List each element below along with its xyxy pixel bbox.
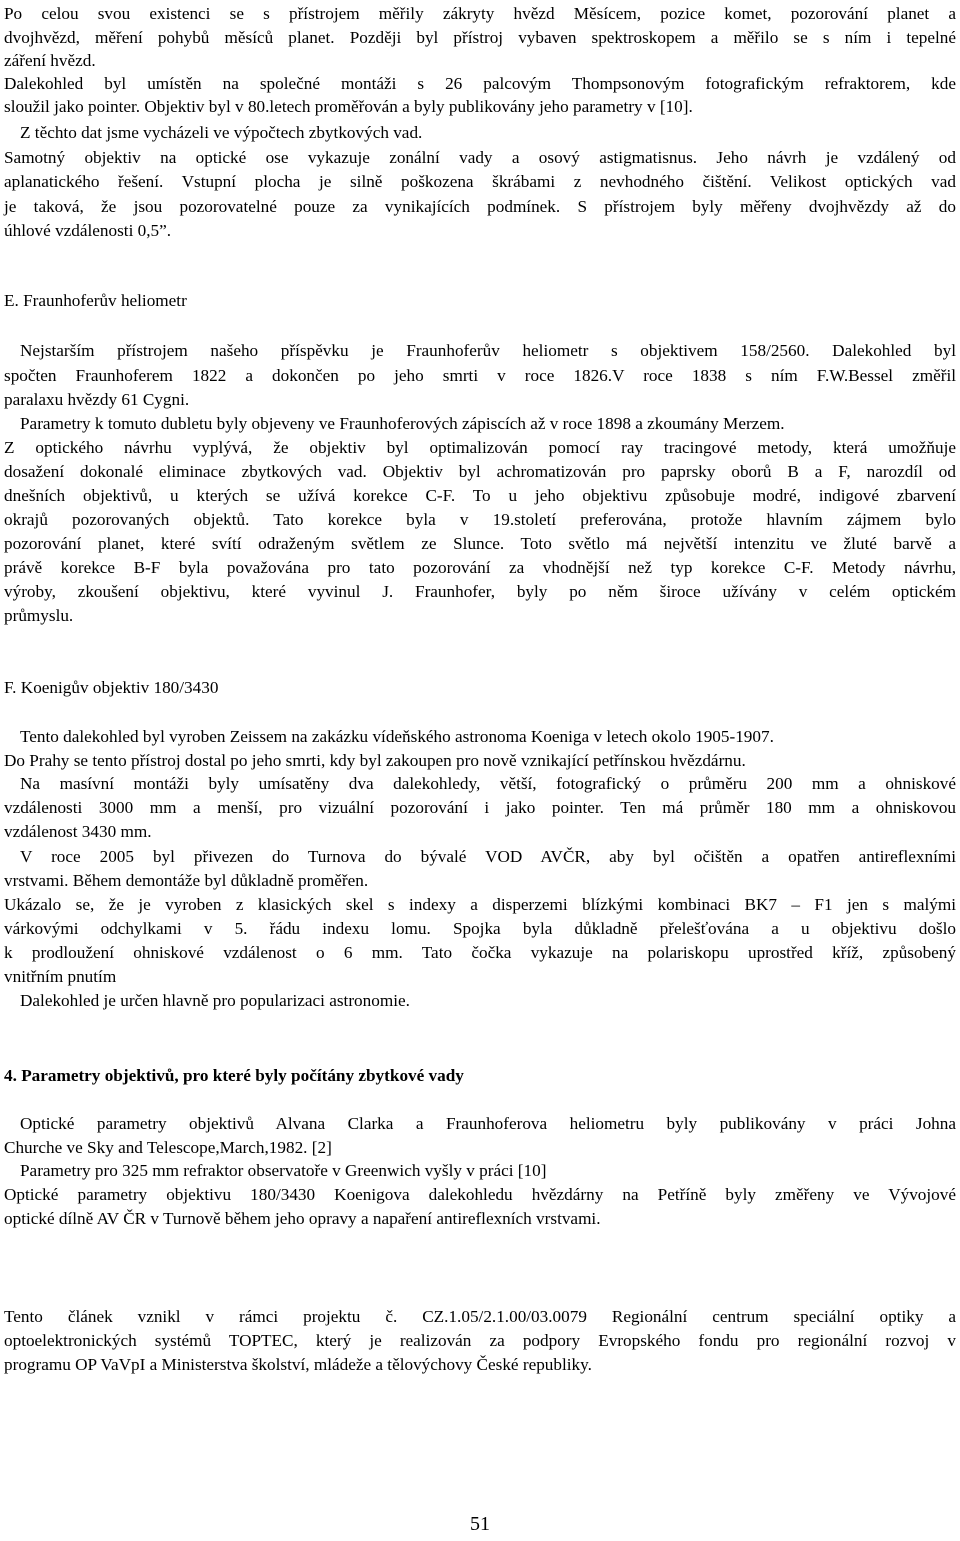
text-line: várkovými odchylkami v 5. řádu indexu lomu. Spojka byla důkladně přelešťována a u objektivu došlo: [4, 919, 956, 938]
text-line: je taková, že jsou pozorovatelné pouze za vynikajících podmínek. S přístrojem byly měřeny dvojhvězdy až do: [4, 197, 956, 216]
text-line: okrajů pozorovaných objektů. Tato korekce byla v 19.století preferována, protože hlavním zájmem bylo: [4, 510, 956, 529]
text-line: paralaxu hvězdy 61 Cygni.: [4, 390, 190, 409]
text-line: Churche ve Sky and Telescope,March,1982. [2]: [4, 1138, 332, 1157]
text-line: vnitřním pnutím: [4, 967, 117, 986]
text-line: Optické parametry objektivu 180/3430 Koenigova dalekohledu hvězdárny na Petříně byly změřeny ve Vývojové: [4, 1185, 956, 1204]
text-line: Dalekohled je určen hlavně pro popularizaci astronomie.: [20, 991, 410, 1010]
text-line: Ukázalo se, že je vyroben z klasických skel s indexy a disperzemi blízkými kombinaci BK7 – F1 jen s malými: [4, 895, 956, 914]
text-line: Na masívní montáži byly umísatěny dva dalekohledy, větší, fotografický o průměru 200 mm a ohniskové: [20, 774, 956, 793]
text-line: Nejstarším přístrojem našeho příspěvku je Fraunhoferův heliometr s objektivem 158/2560. Dalekohled byl: [20, 341, 956, 360]
text-line: právě korekce B-F byla považována pro tato pozorování za vhodnější než typ korekce C-F. Metody návrhu,: [4, 558, 956, 577]
text-line: záření hvězd.: [4, 51, 96, 70]
text-line: optické dílně AV ČR v Turnově během jeho opravy a napaření antireflexních vrstvami.: [4, 1209, 601, 1228]
page-number: 51: [470, 1513, 490, 1535]
section-heading-4: 4. Parametry objektivů, pro které byly počítány zbytkové vady: [4, 1066, 464, 1085]
text-line: Z těchto dat jsme vycházeli ve výpočtech zbytkových vad.: [20, 123, 423, 142]
text-line: k prodloužení ohniskové vzdálenost o 6 mm. Tato čočka vykazuje na polariskopu uprostřed kříž, způsobený: [4, 943, 956, 962]
text-line: aplanatického řešení. Vstupní plocha je silně poškozena škrábami z nevhodného čištění. Velikost optických vad: [4, 172, 956, 191]
text-line: Do Prahy se tento přístroj dostal po jeho smrti, kdy byl zakoupen pro nově vznikající petřínskou hvězdárnu.: [4, 751, 746, 770]
text-line: programu OP VaVpI a Ministerstva školství, mládeže a tělovýchovy České republiky.: [4, 1355, 592, 1374]
text-line: V roce 2005 byl přivezen do Turnova do bývalé VOD AVČR, aby byl očištěn a opatřen antireflexními: [20, 847, 956, 866]
text-line: průmyslu.: [4, 606, 74, 625]
text-line: Optické parametry objektivů Alvana Clarka a Fraunhoferova heliometru byly publikovány v práci Johna: [20, 1114, 956, 1133]
text-line: pozorování planet, které svítí odraženým světlem ze Slunce. Toto světlo má největší intenzitu ve žluté barvě a: [4, 534, 956, 553]
text-line: Parametry k tomuto dubletu byly objeveny ve Fraunhoferových zápiscích až v roce 1898 a zkoumány Merzem.: [20, 414, 785, 433]
text-line: úhlové vzdálenosti 0,5”.: [4, 221, 172, 240]
text-line: vrstvami. Během demontáže byl důkladně proměřen.: [4, 871, 369, 890]
text-line: Tento článek vznikl v rámci projektu č. CZ.1.05/2.1.00/03.0079 Regionální centrum speciální optiky a: [4, 1307, 956, 1326]
text-line: Tento dalekohled byl vyroben Zeissem na zakázku vídeňského astronoma Koeniga v letech okolo 1905-1907.: [20, 727, 774, 746]
text-line: Po celou svou existenci se s přístrojem měřily zákryty hvězd Měsícem, pozice komet, pozorování planet a: [4, 4, 956, 23]
text-line: Z optického návrhu vyplývá, že objektiv byl optimalizován pomocí ray tracingové metody, která umožňuje: [4, 438, 956, 457]
section-heading-e: E. Fraunhoferův heliometr: [4, 291, 187, 310]
text-line: Samotný objektiv na optické ose vykazuje zonální vady a osový astigmatisnus. Jeho návrh je vzdálený od: [4, 148, 956, 167]
text-line: vzdálenosti 3000 mm a menší, pro vizuální pozorování i jako pointer. Ten má průměr 180 mm a ohniskovou: [4, 798, 956, 817]
text-line: dvojhvězd, měření pohybů měsíců planet. Později byl přístroj vybaven spektroskopem a měřilo se s ním i tepelné: [4, 28, 956, 47]
text-line: vzdálenost 3430 mm.: [4, 822, 152, 841]
text-line: Dalekohled byl umístěn na společné montáži s 26 palcovým Thompsonovým fotografickým refraktorem, kde: [4, 74, 956, 93]
text-line: dosažení dokonalé eliminace zbytkových vad. Objektiv byl achromatizován pro paprsky oborů B a F, narozdíl od: [4, 462, 956, 481]
text-line: Parametry pro 325 mm refraktor observatoře v Greenwich vyšly v práci [10]: [20, 1161, 547, 1180]
text-line: optoelektronických systémů TOPTEC, který je realizován za podpory Evropského fondu pro regionální rozvoj v: [4, 1331, 956, 1350]
section-heading-f: F. Koenigův objektiv 180/3430: [4, 678, 219, 697]
text-line: dnešních objektivů, u kterých se užívá korekce C-F. To u jeho objektivu způsobuje modré, indigové zbarvení: [4, 486, 956, 505]
text-line: výroby, zkoušení objektivu, které vyvinul J. Fraunhofer, byly po něm široce užívány v celém optickém: [4, 582, 956, 601]
text-line: spočten Fraunhoferem 1822 a dokončen po jeho smrti v roce 1826.V roce 1838 s ním F.W.Bessel změřil: [4, 366, 956, 385]
text-line: sloužil jako pointer. Objektiv byl v 80.letech proměřován a byly publikovány jeho parametry v [10].: [4, 97, 693, 116]
